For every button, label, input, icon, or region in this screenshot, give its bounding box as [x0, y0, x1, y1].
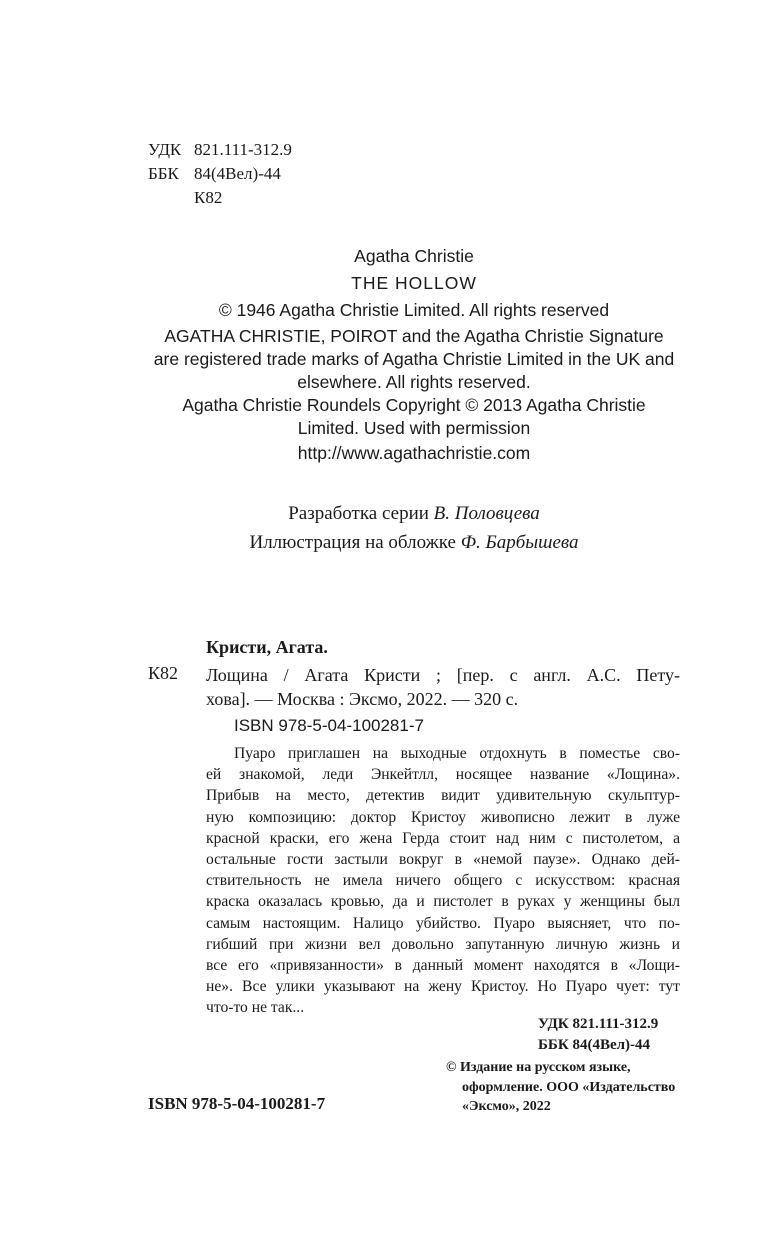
series-credit: [140, 498, 688, 529]
classification-block: [148, 138, 292, 210]
annotation-codes: [538, 1014, 658, 1056]
copyright-line: «Эксмо», 2022: [462, 1099, 551, 1114]
cover-label: Иллюстрация на обложке: [249, 532, 456, 553]
series-name: В. Половцева: [433, 503, 540, 524]
udk-value: 821.111-312.9: [194, 140, 292, 159]
annotation-line: Пуаро приглашен на выходные отдохнуть в поместье сво-: [234, 745, 680, 762]
series-label: Разработка серии: [288, 503, 429, 524]
footer-isbn: ISBN 978-5-04-100281-7: [148, 1094, 326, 1113]
original-copyright: © 1946 Agatha Christie Limited. All rights reserved: [218, 300, 610, 320]
bibliography-entry: [206, 663, 680, 711]
annotation-text: [206, 743, 680, 1019]
bibliography-author: Кристи, Агата.: [206, 637, 328, 657]
roundels-line: Agatha Christie Roundels Copyright © 2013 Agatha Christie: [182, 395, 646, 415]
annotation-line: ствительность не имела ничего общего с искусством: красная: [206, 872, 680, 890]
bibliography-line: хова]. — Москва : Эксмо, 2022. — 320 с.: [206, 689, 519, 709]
annotation-line: ей знакомой, леди Энкейтлл, носящее название «Лощина».: [206, 766, 680, 784]
trademark-line: elsewhere. All rights reserved.: [297, 372, 531, 392]
cover-credit: [140, 527, 688, 558]
annotation-line: Прибыв на место, детектив видит удивительную скульптур-: [206, 787, 680, 805]
annotation-line: не». Все улики указывают на жену Кристоу. Но Пуаро чует: тут: [206, 978, 680, 996]
annotation-line: красной краски, его жена Герда стоит над ним с пистолетом, а: [206, 829, 680, 847]
udk-row: [148, 138, 292, 162]
udk-label: УДК: [148, 140, 182, 159]
bibliography-line: Лощина / Агата Кристи ; [пер. с англ. А.С. Пету-: [206, 665, 680, 685]
roundels-notice: [140, 394, 688, 440]
annotation-line: гибший при жизни вел довольно запутанную личную жизнь и: [206, 935, 680, 953]
annotation-line: остальные гости застыли вокруг в «немой паузе». Однако дей-: [206, 851, 680, 869]
bibliography-isbn: ISBN 978-5-04-100281-7: [234, 716, 424, 735]
annotation-line: самым настоящим. Налицо убийство. Пуаро выясняет, что по-: [206, 914, 680, 932]
copyright-line: © Издание на русском языке,: [446, 1060, 631, 1075]
annotation-line: ную композицию: доктор Кристоу живописно лежит в луже: [206, 808, 680, 826]
trademark-line: AGATHA CHRISTIE, POIROT and the Agatha Christie Signature: [164, 326, 664, 346]
original-title: THE HOLLOW: [351, 273, 477, 293]
trademark-notice: [140, 325, 688, 394]
annotation-line: все его «привязанности» в данный момент находятся в «Лощи-: [206, 957, 680, 975]
annotation-udk: УДК 821.111-312.9: [538, 1016, 659, 1032]
website-url: http://www.agathachristie.com: [297, 443, 531, 463]
annotation-bbk: ББК 84(4Вел)-44: [538, 1037, 651, 1053]
author-mark-row: [148, 186, 292, 210]
bbk-row: [148, 162, 292, 186]
author-mark: К82: [194, 188, 223, 207]
cover-name: Ф. Барбышева: [460, 532, 579, 553]
original-author: Agatha Christie: [354, 246, 474, 266]
bbk-value: 84(4Вел)-44: [194, 164, 281, 183]
footer-copyright: [446, 1058, 686, 1117]
bbk-label: ББК: [148, 164, 179, 183]
trademark-line: are registered trade marks of Agatha Christie Limited in the UK and: [153, 349, 675, 369]
annotation-line: что-то не так...: [206, 999, 305, 1017]
annotation-line: краска оказалась кровью, да и пистолет в руках у женщины был: [206, 893, 680, 911]
copyright-line: оформление. ООО «Издательство: [462, 1079, 676, 1095]
bibliography-code: К82: [148, 663, 179, 683]
roundels-line: Limited. Used with permission: [297, 418, 531, 438]
